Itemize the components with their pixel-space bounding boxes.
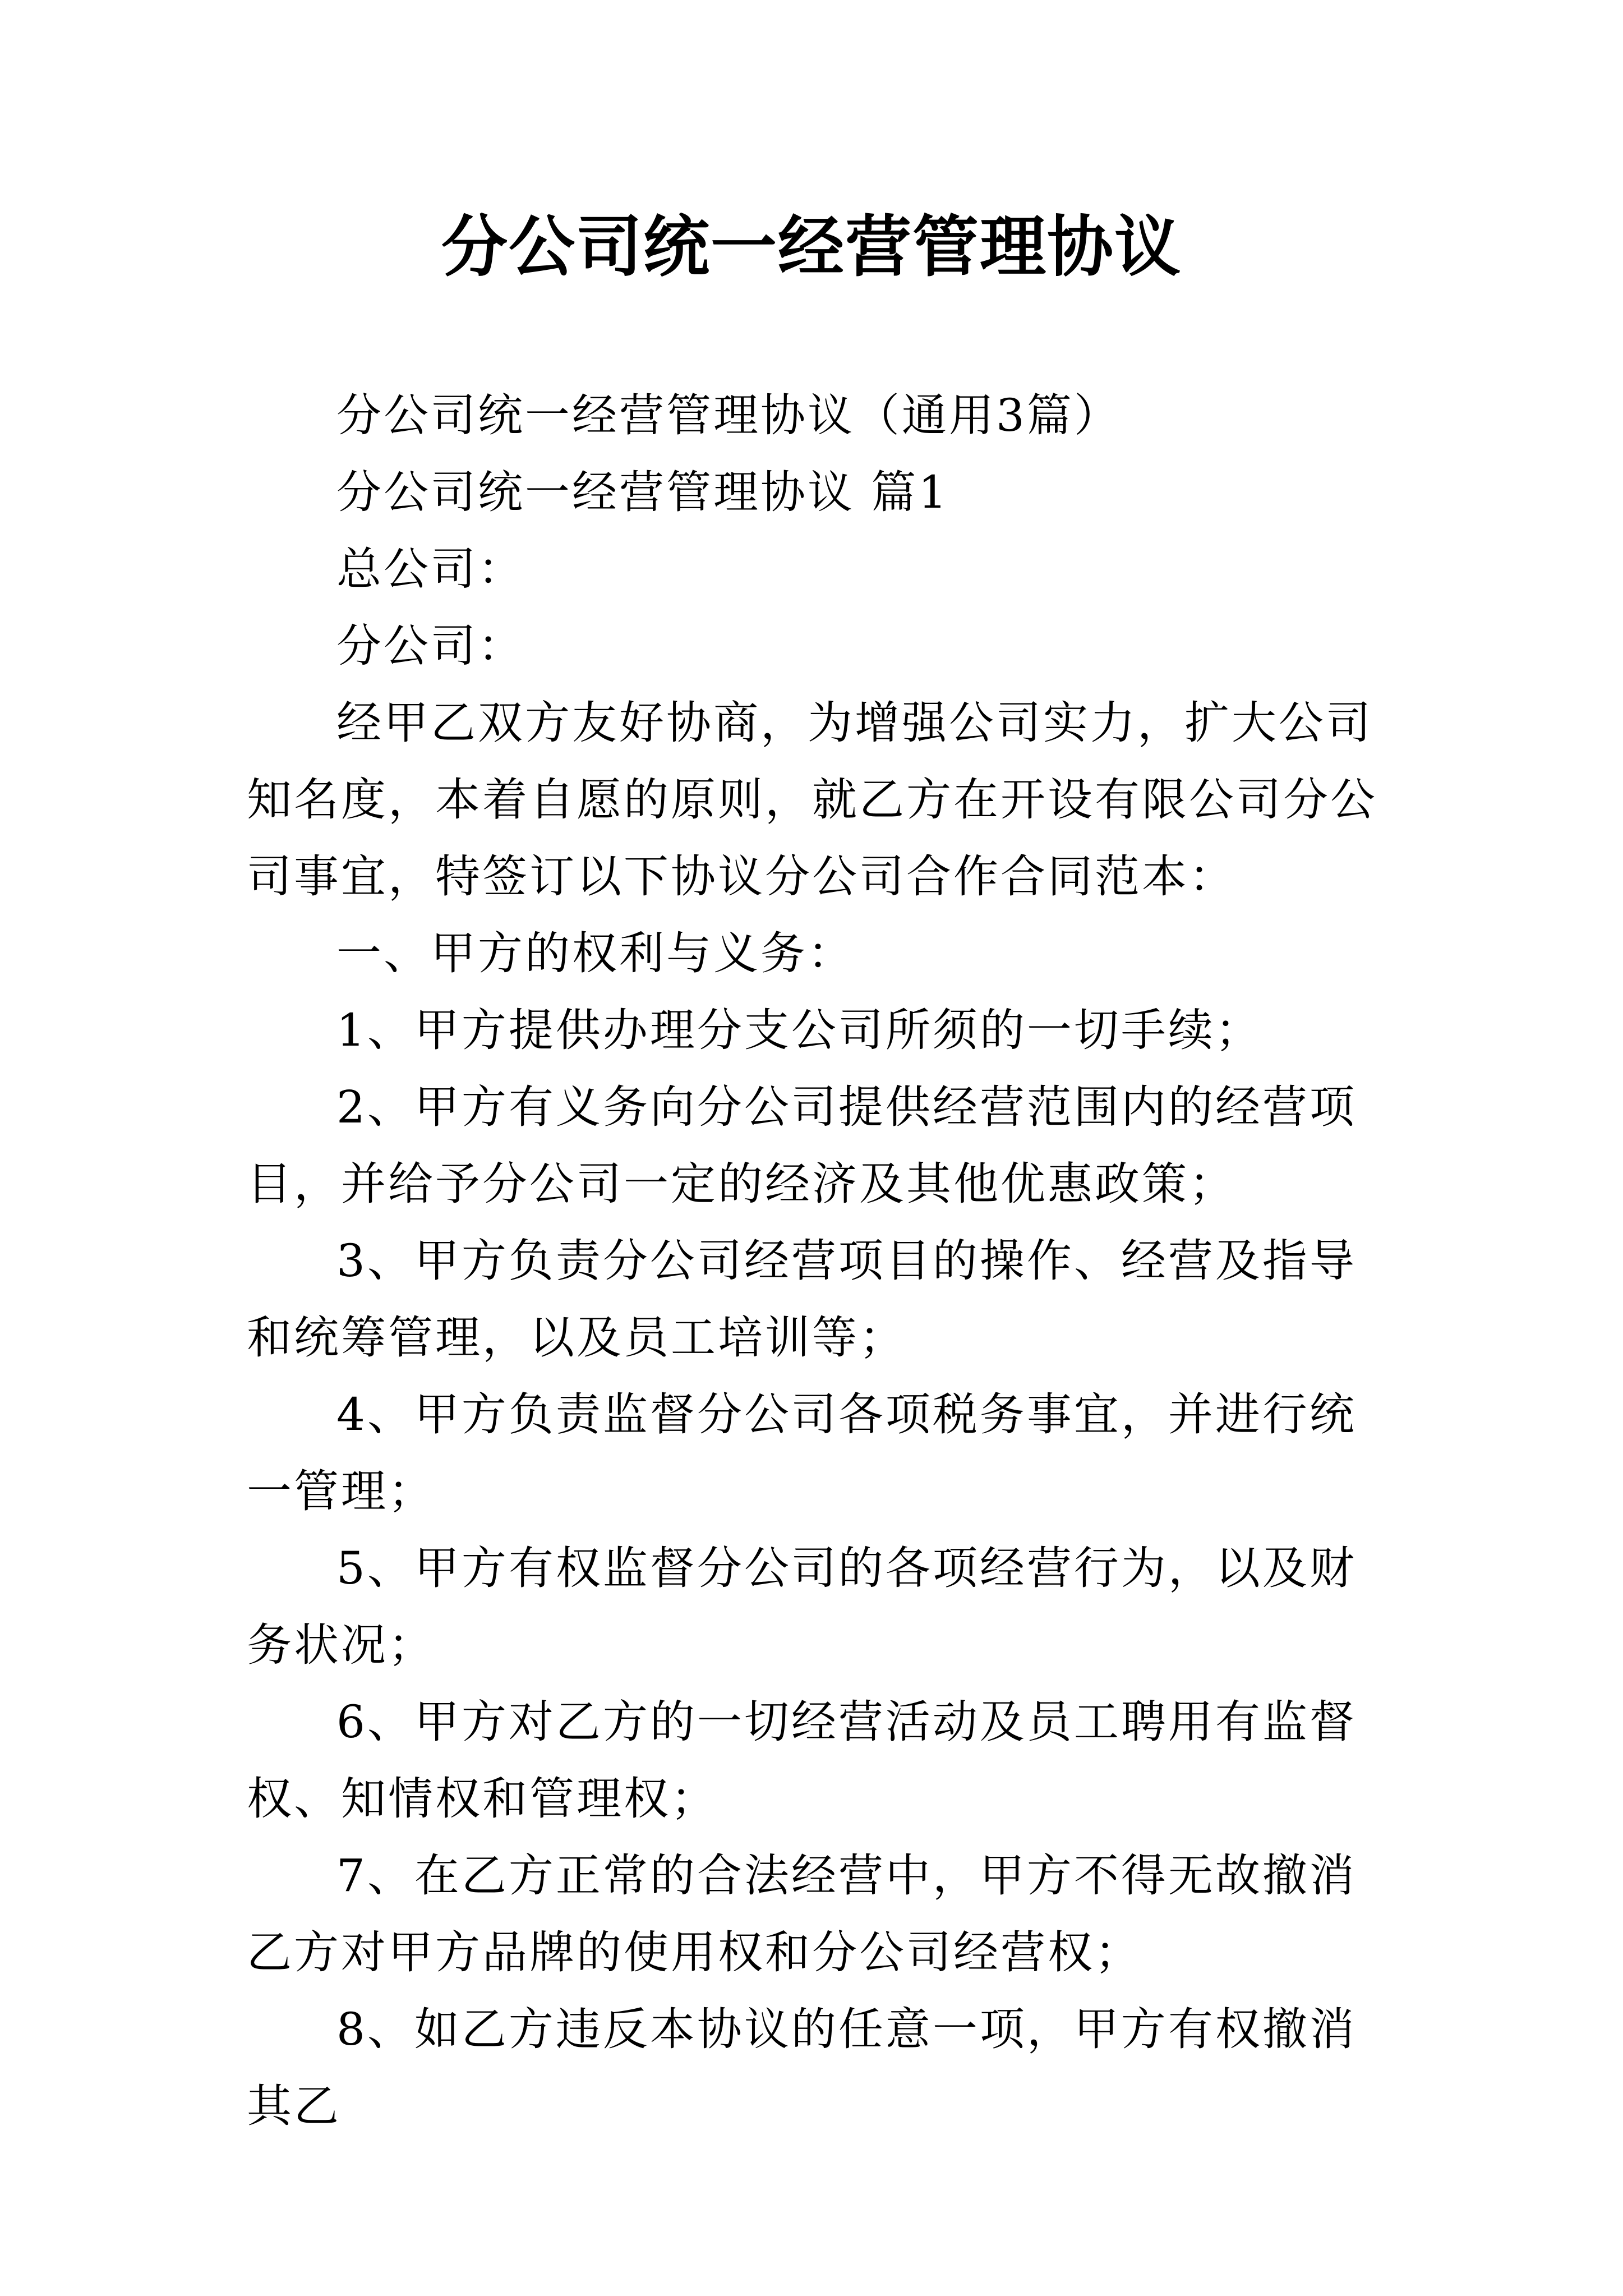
- paragraph: 分公司统一经营管理协议（通用3篇）: [336, 389, 1121, 441]
- paragraph: 3、甲方负责分公司经营项目的操作、经营及指导和统筹管理，以及员工培训等；: [247, 1235, 1357, 1364]
- paragraph: 分公司：: [336, 620, 525, 672]
- paragraph: 7、在乙方正常的合法经营中，甲方不得无故撤消乙方对甲方品牌的使用权和分公司经营权；: [247, 1849, 1357, 1978]
- paragraph: 1、甲方提供办理分支公司所须的一切手续；: [336, 1004, 1262, 1056]
- paragraph: 2、甲方有义务向分公司提供经营范围内的经营项目，并给予分公司一定的经济及其他优惠政策；: [247, 1081, 1357, 1210]
- paragraph: 4、甲方负责监督分公司各项税务事宜，并进行统一管理；: [247, 1388, 1357, 1517]
- document-title: 分公司统一经营管理协议: [441, 208, 1182, 286]
- paragraph: 6、甲方对乙方的一切经营活动及员工聘用有监督权、知情权和管理权；: [247, 1696, 1357, 1825]
- paragraph: 5、甲方有权监督分公司的各项经营行为，以及财务状况；: [247, 1542, 1357, 1671]
- paragraph: 分公司统一经营管理协议 篇1: [336, 466, 949, 518]
- document-body: [247, 377, 1402, 2145]
- paragraph: 总公司：: [336, 543, 525, 595]
- paragraph: 8、如乙方违反本协议的任意一项，甲方有权撤消其乙: [247, 2003, 1357, 2132]
- paragraph: 一、甲方的权利与义务：: [336, 927, 855, 979]
- paragraph: 经甲乙双方友好协商，为增强公司实力，扩大公司知名度，本着自愿的原则，就乙方在开设有限公司分公司事宜，特签订以下协议分公司合作合同范本：: [247, 697, 1377, 903]
